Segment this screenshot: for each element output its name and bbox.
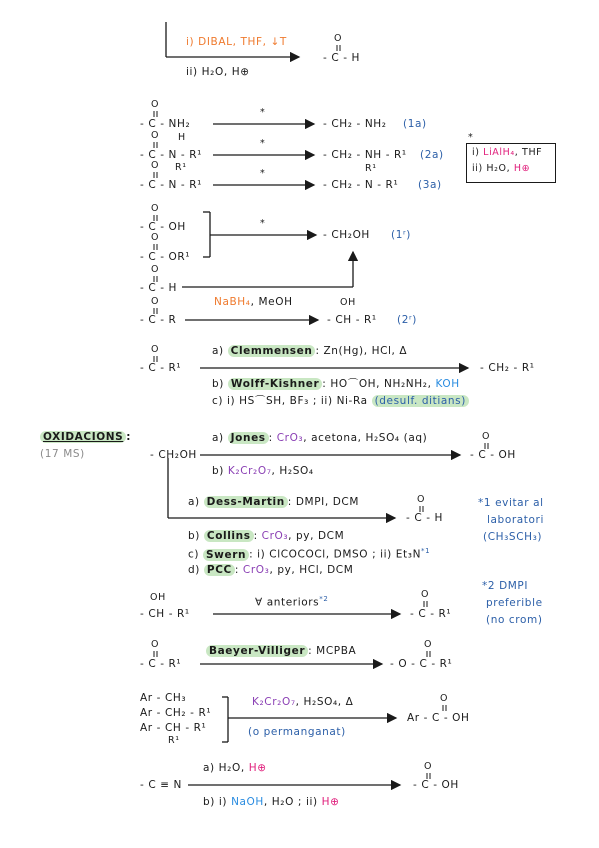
primary-amine: - CH₂ - NH₂ (323, 118, 387, 130)
amide-h: H (178, 132, 186, 143)
carbonyl-o-2: O (151, 130, 160, 141)
dibal-step1: i) DIBAL, THF, ↓T (186, 36, 287, 48)
dichromate-line: b) K₂Cr₂O₇, H₂SO₄ (212, 465, 314, 477)
carbonyl-o-13: O (424, 639, 433, 650)
dibal-product-o: O (334, 33, 343, 44)
ketone-product: - C - R¹ (410, 608, 452, 620)
lialh4-box-star: * (468, 132, 474, 143)
sec-alcohol-oh: OH (340, 297, 356, 308)
carbonyl-o-9: O (482, 431, 491, 442)
note2-line1: *2 DMPI (482, 580, 529, 592)
lialh4-star-1: * (260, 107, 266, 118)
lialh4-star-4: * (260, 218, 266, 229)
permanganate-note: (o permanganat) (248, 726, 346, 738)
lialh4-line1: i) LiAlH₄, THF (472, 147, 543, 158)
dithian-line: c) i) HS⌒SH, BF₃ ; ii) Ni-Ra (desulf. ditians) (212, 395, 469, 407)
carbonyl-o-14: O (440, 693, 449, 704)
lialh4-star-3: * (260, 168, 266, 179)
secondary-alcohol: - CH - R¹ (327, 314, 377, 326)
dess-martin-line: a) Dess-Martin : DMPI, DCM (188, 496, 359, 508)
ketone: - C - R (140, 314, 177, 326)
carbonyl-o-1: O (151, 99, 160, 110)
collins-line: b) Collins : CrO₃, py, DCM (188, 530, 345, 542)
arene-reagent: K₂Cr₂O₇, H₂SO₄, Δ (252, 696, 354, 708)
swern-line: c) Swern : i) ClCOCOCl, DMSO ; ii) $Et_3N^{*1}$ (188, 547, 431, 561)
tag-1r: (1ʳ) (391, 229, 411, 241)
deox-substrate: - C - R¹ (140, 362, 182, 374)
carbonyl-o-12: O (151, 639, 160, 650)
nabh4-reagent: NaBH₄, MeOH (214, 296, 293, 308)
arene-product: Ar - C - OH (407, 712, 470, 724)
note1-line1: *1 evitar al (478, 497, 544, 509)
note1-line3: (CH₃SCH₃) (483, 531, 543, 543)
amide-r: R¹ (175, 162, 187, 173)
tag-3a: (3a) (418, 179, 442, 191)
pcc-line: d) PCC : CrO₃, py, HCl, DCM (188, 564, 354, 576)
baeyer-line: Baeyer-Villiger : MCPBA (206, 645, 356, 657)
wolff-kishner-line: b) Wolff-Kishner : HO⌒OH, NH₂NH₂, KOH (212, 378, 460, 390)
baeyer-substrate: - C - R¹ (140, 658, 182, 670)
carbonyl-o-6: O (151, 264, 160, 275)
aldehyde-product: - C - H (406, 512, 444, 524)
arene-branched: Ar - CH - R¹ (140, 722, 207, 734)
tag-2a: (2a) (420, 149, 444, 161)
secondary-amide: - C - N - R¹ (140, 149, 202, 161)
carbonyl-o-3: O (151, 160, 160, 171)
lialh4-reagent-box (466, 143, 556, 183)
lialh4-line2: ii) H₂O, H⊕ (472, 163, 531, 174)
arene-ethyl: Ar - CH₂ - R¹ (140, 707, 212, 719)
primary-alcohol-substrate: - CH₂OH (150, 449, 197, 461)
note2-line3: (no crom) (486, 614, 543, 626)
primary-alcohol: - CH₂OH (323, 229, 370, 241)
dibal-step2: ii) H₂O, H⊕ (186, 66, 250, 78)
nitrile: - C ≡ N (140, 779, 182, 791)
amine-r: R¹ (365, 163, 377, 174)
lialh4-star-2: * (260, 138, 266, 149)
nitrile-base-line: b) i) NaOH, H₂O ; ii) H⊕ (203, 796, 340, 808)
carbonyl-o-4: O (151, 203, 160, 214)
tertiary-amide: - C - N - R¹ (140, 179, 202, 191)
aldehyde: - C - H (140, 282, 178, 294)
anteriors-label: ∀ anteriors$^{*2}$ (255, 595, 329, 609)
sec-oh: OH (150, 592, 166, 603)
primary-amide: - C - NH₂ (140, 118, 191, 130)
nitrile-product: - C - OH (413, 779, 459, 791)
nitrile-acid-line: a) H₂O, H⊕ (203, 762, 267, 774)
carboxylic-acid: - C - OH (140, 221, 186, 233)
carbonyl-o-7: O (151, 296, 160, 307)
carbonyl-o-5: O (151, 232, 160, 243)
tag-1a: (1a) (403, 118, 427, 130)
clemmensen-line: a) Clemmensen : Zn(Hg), HCl, Δ (212, 345, 408, 357)
sec-alcohol-substrate: - CH - R¹ (140, 608, 190, 620)
tertiary-amine: - CH₂ - N - R¹ (323, 179, 399, 191)
ester-product: - O - C - R¹ (390, 658, 453, 670)
deox-product: - CH₂ - R¹ (480, 362, 535, 374)
carbonyl-o-11: O (421, 589, 430, 600)
carbonyl-o-10: O (417, 494, 426, 505)
carbonyl-o-8: O (151, 344, 160, 355)
carbonyl-o-15: O (424, 761, 433, 772)
oxidations-subheading: (17 MS) (40, 448, 85, 460)
jones-line: a) Jones : CrO₃, acetona, H₂SO₄ (aq) (212, 432, 428, 444)
tag-2r: (2ʳ) (397, 314, 417, 326)
arene-branch-r: R¹ (168, 735, 180, 746)
secondary-amine: - CH₂ - NH - R¹ (323, 149, 407, 161)
ester: - C - OR¹ (140, 251, 191, 263)
dibal-product: - C - H (323, 52, 361, 64)
note2-line2: preferible (486, 597, 543, 609)
oxidations-heading: OXIDACIONS : (40, 431, 131, 443)
arene-methyl: Ar - CH₃ (140, 692, 187, 704)
note1-line2: laboratori (487, 514, 544, 526)
acid-product: - C - OH (470, 449, 516, 461)
